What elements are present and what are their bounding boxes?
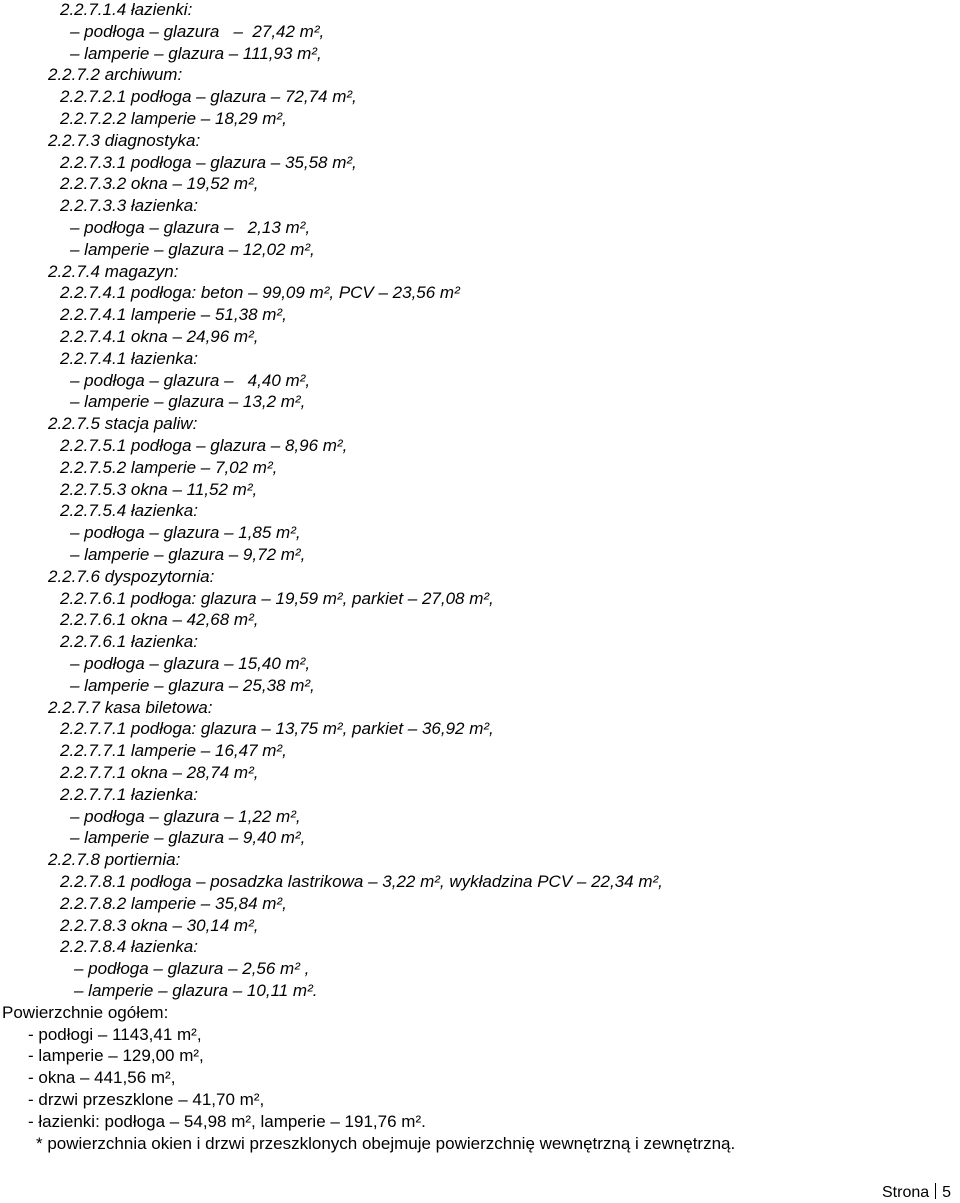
text-line: 2.2.7.6.1 łazienka: <box>60 632 198 652</box>
summary-line: - okna – 441,56 m², <box>28 1068 176 1088</box>
footer-separator <box>935 1183 936 1199</box>
text-line: 2.2.7.7.1 łazienka: <box>60 784 198 804</box>
summary-line: - lamperie – 129,00 m², <box>28 1046 204 1066</box>
text-line: 2.2.7.2 archiwum: <box>48 65 183 85</box>
text-line: – podłoga – glazura – 1,85 m², <box>70 523 301 543</box>
text-line: 2.2.7.6 dyspozytornia: <box>48 566 215 586</box>
text-line: 2.2.7.7.1 podłoga: glazura – 13,75 m², parkiet – 36,92 m², <box>60 719 494 739</box>
text-line: 2.2.7.1.4 łazienki: <box>60 0 193 19</box>
text-line: 2.2.7.3.3 łazienka: <box>60 196 198 216</box>
text-line: 2.2.7.8.3 okna – 30,14 m², <box>60 915 259 935</box>
text-line: – lamperie – glazura – 25,38 m², <box>70 675 315 695</box>
summary-line: - łazienki: podłoga – 54,98 m², lamperie – 191,76 m². <box>28 1111 426 1131</box>
page-footer <box>882 1183 951 1203</box>
text-line: 2.2.7.6.1 podłoga: glazura – 19,59 m², parkiet – 27,08 m², <box>60 588 494 608</box>
text-line: 2.2.7.4.1 lamperie – 51,38 m², <box>60 305 287 325</box>
text-line: – podłoga – glazura – 1,22 m², <box>70 806 301 826</box>
summary-line: - drzwi przeszklone – 41,70 m², <box>28 1090 265 1109</box>
text-line: 2.2.7.5.1 podłoga – glazura – 8,96 m², <box>60 436 348 455</box>
text-line: 2.2.7.4.1 podłoga: beton – 99,09 m², PCV – 23,56 m² <box>60 283 460 303</box>
text-line: 2.2.7.7.1 lamperie – 16,47 m², <box>60 741 287 761</box>
text-line: 2.2.7.4 magazyn: <box>48 261 179 281</box>
text-line: – lamperie – glazura – 12,02 m², <box>70 239 315 259</box>
text-line: – podłoga – glazura – 4,40 m², <box>70 370 311 390</box>
text-line: – lamperie – glazura – 9,72 m², <box>70 545 306 564</box>
summary-line: Powierzchnie ogółem: <box>2 1002 169 1022</box>
text-line: – lamperie – glazura – 13,2 m², <box>70 392 306 412</box>
text-line: 2.2.7.3.2 okna – 19,52 m², <box>60 174 259 194</box>
text-line: – podłoga – glazura – 27,42 m², <box>70 21 325 41</box>
text-line: 2.2.7.3 diagnostyka: <box>48 130 201 150</box>
text-line: 2.2.7.5.3 okna – 11,52 m², <box>60 479 258 499</box>
text-line: 2.2.7.6.1 okna – 42,68 m², <box>60 610 259 630</box>
summary-line: * powierzchnia okien i drzwi przeszklonych obejmuje powierzchnię wewnętrzną i zewnętrzną. <box>36 1133 736 1153</box>
text-line: – podłoga – glazura – 2,56 m² , <box>74 959 310 979</box>
summary-line: - podłogi – 1143,41 m², <box>28 1024 202 1044</box>
text-line: 2.2.7.8.1 podłoga – posadzka lastrikowa – 3,22 m², wykładzina PCV – 22,34 m², <box>60 872 663 891</box>
text-line: 2.2.7.8.4 łazienka: <box>60 937 198 957</box>
text-line: 2.2.7.8.2 lamperie – 35,84 m², <box>60 893 287 913</box>
text-line: 2.2.7.4.1 łazienka: <box>60 348 198 368</box>
text-line: 2.2.7.5.4 łazienka: <box>60 501 198 521</box>
text-line: 2.2.7.7 kasa biletowa: <box>48 697 213 717</box>
text-line: 2.2.7.5.2 lamperie – 7,02 m², <box>60 457 278 477</box>
text-line: 2.2.7.3.1 podłoga – glazura – 35,58 m², <box>60 152 357 172</box>
text-line: 2.2.7.7.1 okna – 28,74 m², <box>60 763 259 782</box>
text-line: 2.2.7.5 stacja paliw: <box>48 414 198 434</box>
page-number: 5 <box>942 1184 952 1201</box>
text-line: – podłoga – glazura – 2,13 m², <box>70 218 311 237</box>
text-line: – lamperie – glazura – 111,93 m², <box>70 43 322 63</box>
text-line: 2.2.7.4.1 okna – 24,96 m², <box>60 327 259 346</box>
text-line: – lamperie – glazura – 9,40 m², <box>70 828 306 848</box>
page-label: Strona <box>882 1184 930 1201</box>
text-line: 2.2.7.2.2 lamperie – 18,29 m², <box>60 109 287 128</box>
text-line: 2.2.7.8 portiernia: <box>48 850 181 870</box>
text-line: 2.2.7.2.1 podłoga – glazura – 72,74 m², <box>60 87 357 107</box>
text-line: – podłoga – glazura – 15,40 m², <box>70 654 311 673</box>
text-line: – lamperie – glazura – 10,11 m². <box>74 981 318 1000</box>
